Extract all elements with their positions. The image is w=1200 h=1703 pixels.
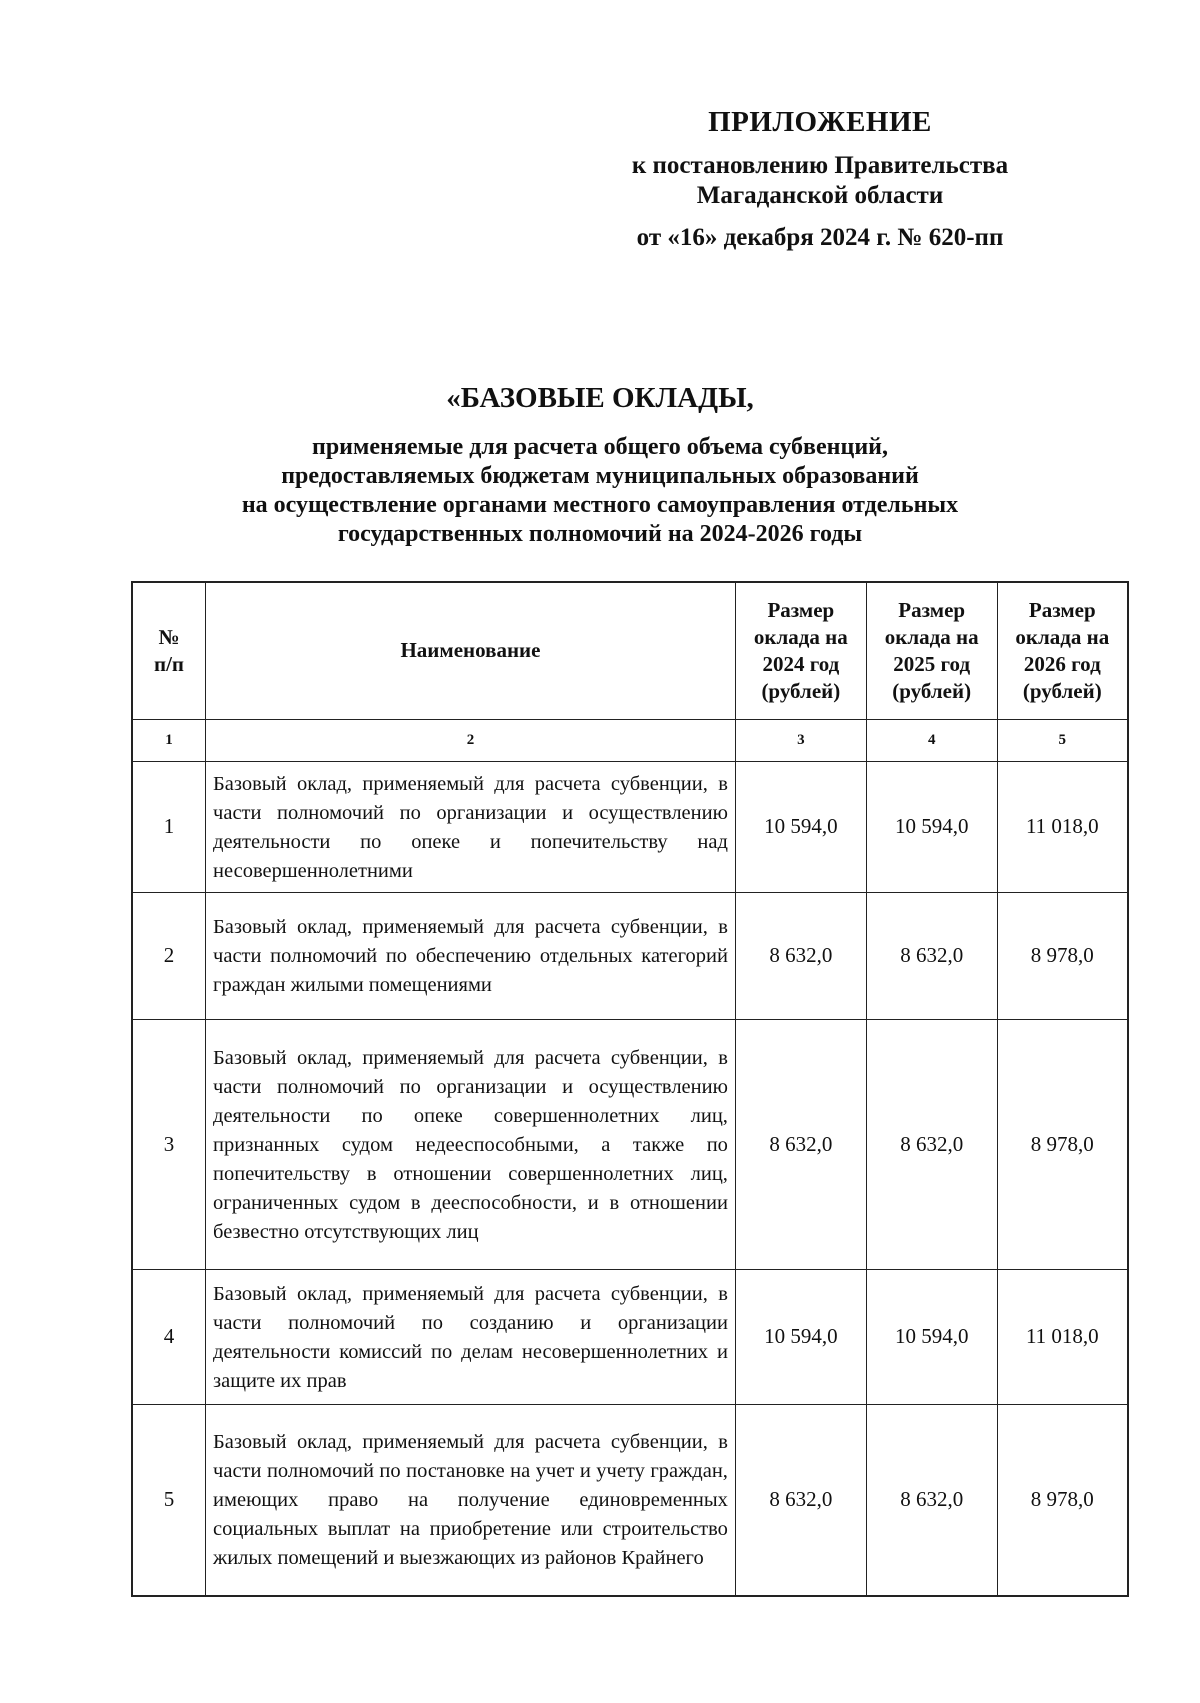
table-header-row	[132, 582, 1128, 719]
row-name: Базовый оклад, применяемый для расчета субвенции, в части полномочий по организации и осуществлению деятельности по опеке и попечительству над несовершеннолетними	[206, 761, 736, 892]
table-row	[132, 1404, 1128, 1596]
row-salary-2025: 10 594,0	[866, 1269, 997, 1404]
row-salary-2026: 11 018,0	[997, 1269, 1128, 1404]
row-salary-2025: 8 632,0	[866, 1404, 997, 1596]
row-salary-2025: 8 632,0	[866, 892, 997, 1019]
base-salary-table	[131, 581, 1129, 1597]
row-salary-2024: 10 594,0	[735, 1269, 866, 1404]
header-salary-2025: Размер оклада на 2025 год (рублей)	[866, 582, 997, 719]
header-number	[132, 582, 206, 719]
row-salary-2026: 11 018,0	[997, 761, 1128, 892]
document-subtitle-line-1: применяемые для расчета общего объема субвенций,	[312, 434, 888, 460]
row-salary-2025: 10 594,0	[866, 761, 997, 892]
header-name: Наименование	[206, 582, 736, 719]
column-number: 3	[735, 719, 866, 761]
header-number-text: № п/п	[153, 624, 185, 676]
row-name: Базовый оклад, применяемый для расчета субвенции, в части полномочий по постановке на учет и учету граждан, имеющих право на получение единовременных социальных выплат на приобретение или строительство жилых помещений и выезжающих из районов Крайнего	[206, 1404, 736, 1596]
column-number: 5	[997, 719, 1128, 761]
row-salary-2025: 8 632,0	[866, 1019, 997, 1269]
table-row	[132, 761, 1128, 892]
column-number: 4	[866, 719, 997, 761]
document-title-block	[120, 382, 1080, 549]
appendix-reference-line-2: Магаданской области	[696, 182, 944, 209]
column-number: 2	[206, 719, 736, 761]
row-salary-2024: 8 632,0	[735, 1404, 866, 1596]
row-number: 4	[132, 1269, 206, 1404]
row-salary-2024: 8 632,0	[735, 1019, 866, 1269]
table-row	[132, 1269, 1128, 1404]
appendix-reference-line-1: к постановлению Правительства	[631, 152, 1009, 179]
row-name: Базовый оклад, применяемый для расчета субвенции, в части полномочий по обеспечению отдельных категорий граждан жилыми помещениями	[206, 892, 736, 1019]
row-number: 3	[132, 1019, 206, 1269]
row-salary-2026: 8 978,0	[997, 1404, 1128, 1596]
document-subtitle-line-2: предоставляемых бюджетам муниципальных образований	[281, 463, 919, 489]
column-number: 1	[132, 719, 206, 761]
document-subtitle-line-3: на осуществление органами местного самоуправления отдельных	[241, 492, 959, 518]
row-salary-2024: 8 632,0	[735, 892, 866, 1019]
appendix-title: ПРИЛОЖЕНИЕ	[708, 106, 932, 138]
header-salary-2026: Размер оклада на 2026 год (рублей)	[997, 582, 1128, 719]
document-subtitle-line-4: государственных полномочий на 2024-2026 годы	[337, 521, 863, 547]
row-number: 1	[132, 761, 206, 892]
table-row	[132, 1019, 1128, 1269]
document-title: «БАЗОВЫЕ ОКЛАДЫ,	[446, 382, 754, 414]
row-salary-2026: 8 978,0	[997, 892, 1128, 1019]
row-number: 5	[132, 1404, 206, 1596]
column-number-row	[132, 719, 1128, 761]
row-number: 2	[132, 892, 206, 1019]
row-salary-2026: 8 978,0	[997, 1019, 1128, 1269]
appendix-header	[560, 106, 1080, 253]
row-name: Базовый оклад, применяемый для расчета субвенции, в части полномочий по созданию и организации деятельности комиссий по делам несовершеннолетних и защите их прав	[206, 1269, 736, 1404]
table-row	[132, 892, 1128, 1019]
appendix-date: от «16» декабря 2024 г. № 620-пп	[636, 224, 1004, 251]
row-name: Базовый оклад, применяемый для расчета субвенции, в части полномочий по организации и осуществлению деятельности по опеке совершеннолетних лиц, признанных судом недееспособными, а также по попечительству в отношении совершеннолетних лиц, ограниченных судом в дееспособности, и в отношении безвестно отсутствующих лиц	[206, 1019, 736, 1269]
row-salary-2024: 10 594,0	[735, 761, 866, 892]
header-salary-2024: Размер оклада на 2024 год (рублей)	[735, 582, 866, 719]
